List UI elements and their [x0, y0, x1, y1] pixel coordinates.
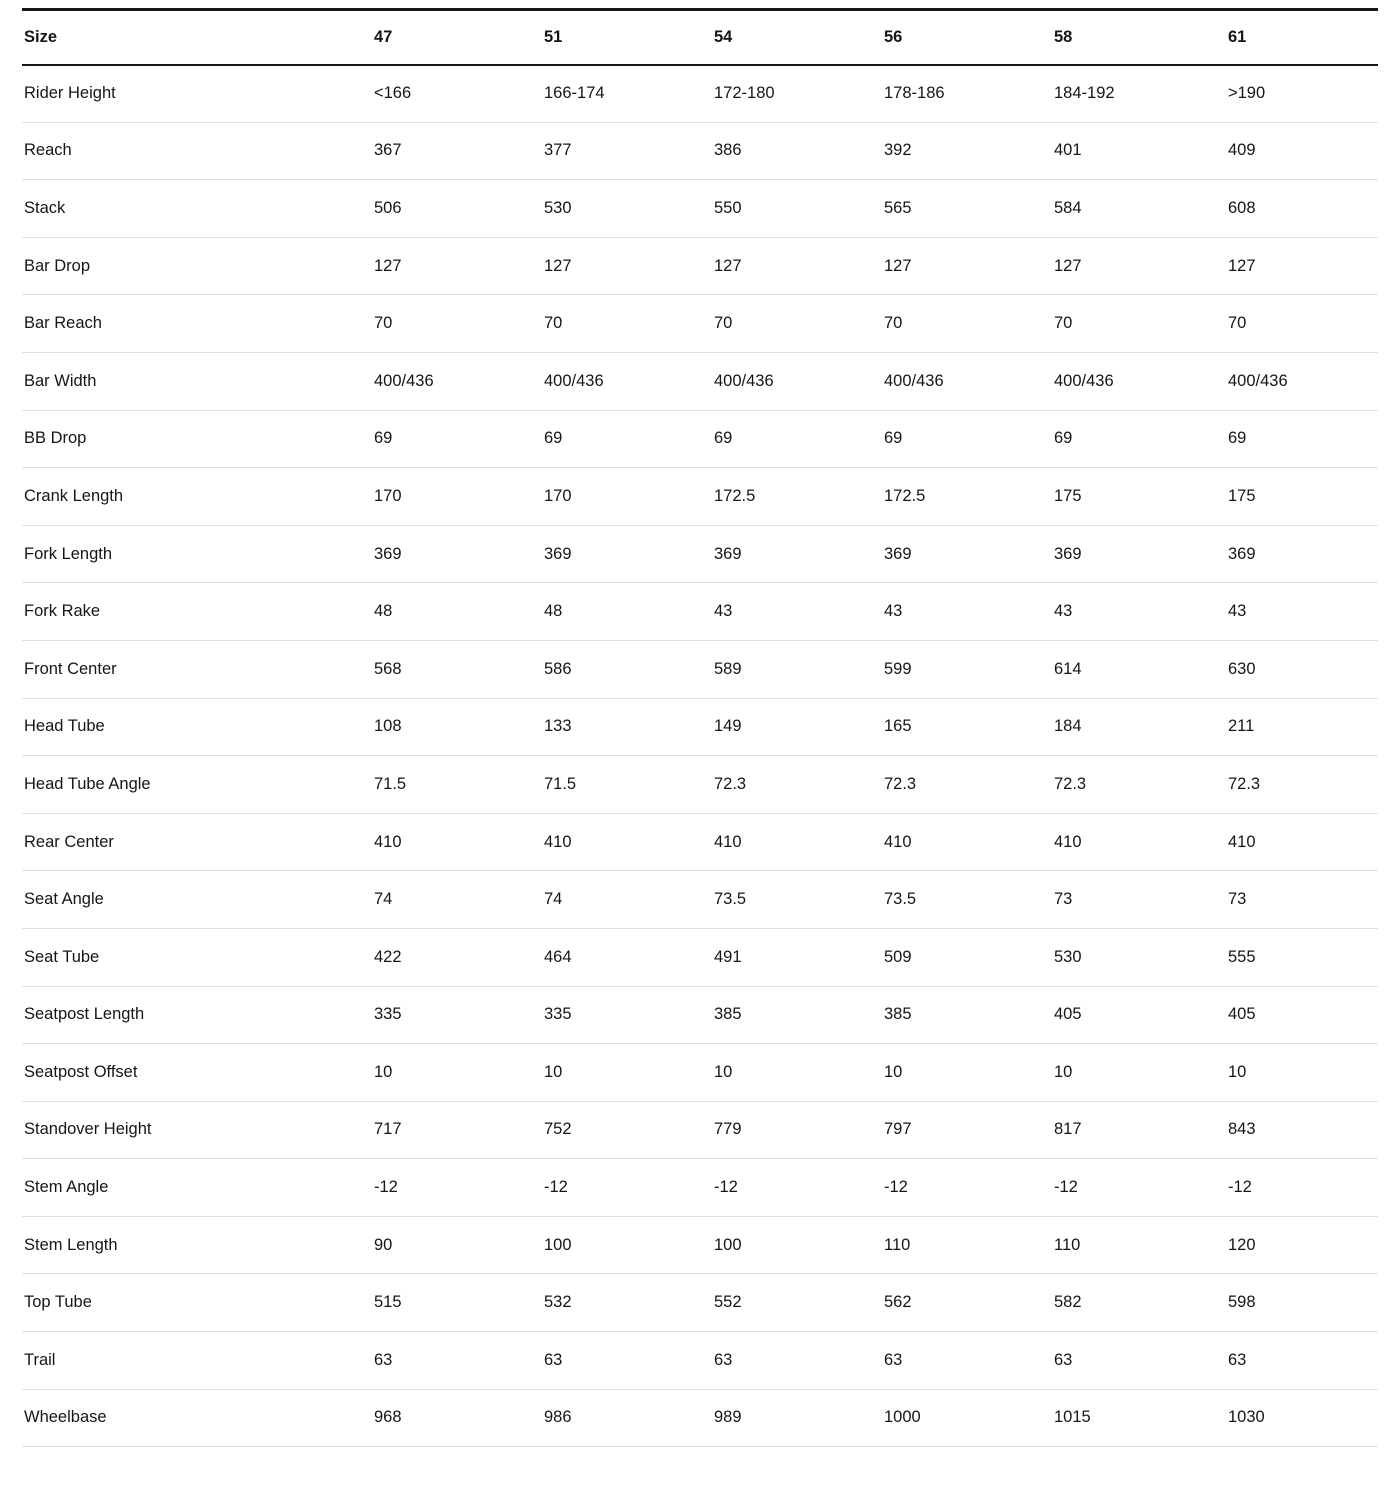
table-row	[22, 180, 1378, 238]
cell-value: 464	[542, 928, 712, 986]
cell-value: 70	[1052, 295, 1226, 353]
cell-value: 10	[712, 1044, 882, 1102]
cell-value: 69	[372, 410, 542, 468]
cell-value: 422	[372, 928, 542, 986]
cell-value: <166	[372, 65, 542, 123]
cell-value: 377	[542, 122, 712, 180]
cell-value: 120	[1226, 1216, 1378, 1274]
row-label: Seat Tube	[22, 928, 372, 986]
table-row	[22, 1274, 1378, 1332]
size-header-value: 51	[542, 10, 712, 65]
cell-value: 175	[1226, 468, 1378, 526]
cell-value: -12	[882, 1159, 1052, 1217]
cell-value: 175	[1052, 468, 1226, 526]
cell-value: 491	[712, 928, 882, 986]
cell-value: 70	[542, 295, 712, 353]
cell-value: 43	[882, 583, 1052, 641]
cell-value: 555	[1226, 928, 1378, 986]
cell-value: 10	[542, 1044, 712, 1102]
size-header-value: 61	[1226, 10, 1378, 65]
cell-value: 69	[542, 410, 712, 468]
cell-value: 184	[1052, 698, 1226, 756]
table-row	[22, 756, 1378, 814]
cell-value: 367	[372, 122, 542, 180]
cell-value: 400/436	[1226, 352, 1378, 410]
cell-value: 1030	[1226, 1389, 1378, 1447]
cell-value: 71.5	[372, 756, 542, 814]
cell-value: 630	[1226, 640, 1378, 698]
row-label: Seat Angle	[22, 871, 372, 929]
cell-value: 43	[1052, 583, 1226, 641]
cell-value: 72.3	[1052, 756, 1226, 814]
cell-value: 562	[882, 1274, 1052, 1332]
table-row	[22, 410, 1378, 468]
cell-value: 400/436	[1052, 352, 1226, 410]
cell-value: 608	[1226, 180, 1378, 238]
cell-value: 1000	[882, 1389, 1052, 1447]
table-row	[22, 1332, 1378, 1390]
cell-value: 385	[712, 986, 882, 1044]
cell-value: 506	[372, 180, 542, 238]
cell-value: 550	[712, 180, 882, 238]
cell-value: 817	[1052, 1101, 1226, 1159]
row-label: Head Tube Angle	[22, 756, 372, 814]
cell-value: 752	[542, 1101, 712, 1159]
cell-value: -12	[712, 1159, 882, 1217]
cell-value: 779	[712, 1101, 882, 1159]
cell-value: 10	[372, 1044, 542, 1102]
cell-value: 74	[542, 871, 712, 929]
cell-value: 127	[712, 237, 882, 295]
bike-geometry-table	[22, 8, 1378, 1447]
cell-value: 599	[882, 640, 1052, 698]
cell-value: 410	[372, 813, 542, 871]
cell-value: 410	[542, 813, 712, 871]
cell-value: 127	[372, 237, 542, 295]
cell-value: 73	[1226, 871, 1378, 929]
row-label: Bar Width	[22, 352, 372, 410]
row-label: Bar Drop	[22, 237, 372, 295]
cell-value: 63	[1226, 1332, 1378, 1390]
cell-value: 72.3	[882, 756, 1052, 814]
table-row	[22, 986, 1378, 1044]
cell-value: 843	[1226, 1101, 1378, 1159]
cell-value: 178-186	[882, 65, 1052, 123]
cell-value: 530	[1052, 928, 1226, 986]
cell-value: 530	[542, 180, 712, 238]
cell-value: 63	[712, 1332, 882, 1390]
cell-value: 127	[542, 237, 712, 295]
cell-value: 70	[372, 295, 542, 353]
table-row	[22, 1159, 1378, 1217]
cell-value: 10	[1052, 1044, 1226, 1102]
cell-value: 400/436	[882, 352, 1052, 410]
row-label: Bar Reach	[22, 295, 372, 353]
row-label: Stack	[22, 180, 372, 238]
table-row	[22, 583, 1378, 641]
cell-value: 73	[1052, 871, 1226, 929]
cell-value: 69	[1052, 410, 1226, 468]
cell-value: 72.3	[712, 756, 882, 814]
cell-value: 71.5	[542, 756, 712, 814]
cell-value: 108	[372, 698, 542, 756]
cell-value: 401	[1052, 122, 1226, 180]
cell-value: 369	[542, 525, 712, 583]
cell-value: 127	[1226, 237, 1378, 295]
row-label: Rear Center	[22, 813, 372, 871]
table-row	[22, 468, 1378, 526]
cell-value: 369	[1052, 525, 1226, 583]
row-label: BB Drop	[22, 410, 372, 468]
table-row	[22, 1101, 1378, 1159]
cell-value: -12	[372, 1159, 542, 1217]
cell-value: 48	[542, 583, 712, 641]
cell-value: 968	[372, 1389, 542, 1447]
cell-value: 100	[542, 1216, 712, 1274]
cell-value: 386	[712, 122, 882, 180]
row-label: Seatpost Length	[22, 986, 372, 1044]
cell-value: 797	[882, 1101, 1052, 1159]
cell-value: 69	[712, 410, 882, 468]
row-label: Fork Length	[22, 525, 372, 583]
cell-value: 369	[372, 525, 542, 583]
cell-value: 385	[882, 986, 1052, 1044]
table-row	[22, 1044, 1378, 1102]
row-label: Crank Length	[22, 468, 372, 526]
cell-value: 10	[882, 1044, 1052, 1102]
cell-value: 127	[1052, 237, 1226, 295]
cell-value: 598	[1226, 1274, 1378, 1332]
table-row	[22, 813, 1378, 871]
cell-value: 335	[542, 986, 712, 1044]
cell-value: 165	[882, 698, 1052, 756]
row-label: Top Tube	[22, 1274, 372, 1332]
table-row	[22, 525, 1378, 583]
table-header	[22, 10, 1378, 65]
size-header-value: 54	[712, 10, 882, 65]
cell-value: 405	[1226, 986, 1378, 1044]
table-row	[22, 1389, 1378, 1447]
cell-value: 1015	[1052, 1389, 1226, 1447]
cell-value: 400/436	[372, 352, 542, 410]
row-label: Trail	[22, 1332, 372, 1390]
cell-value: 74	[372, 871, 542, 929]
row-label: Seatpost Offset	[22, 1044, 372, 1102]
cell-value: 614	[1052, 640, 1226, 698]
cell-value: 989	[712, 1389, 882, 1447]
cell-value: 515	[372, 1274, 542, 1332]
cell-value: 369	[1226, 525, 1378, 583]
row-label: Stem Length	[22, 1216, 372, 1274]
cell-value: 509	[882, 928, 1052, 986]
cell-value: 170	[542, 468, 712, 526]
cell-value: 63	[1052, 1332, 1226, 1390]
cell-value: 70	[1226, 295, 1378, 353]
cell-value: 69	[882, 410, 1052, 468]
table-row	[22, 928, 1378, 986]
table-row	[22, 122, 1378, 180]
cell-value: -12	[1052, 1159, 1226, 1217]
cell-value: 70	[712, 295, 882, 353]
cell-value: 400/436	[712, 352, 882, 410]
cell-value: 172-180	[712, 65, 882, 123]
row-label: Head Tube	[22, 698, 372, 756]
table-body	[22, 65, 1378, 1447]
cell-value: 369	[882, 525, 1052, 583]
table-row	[22, 871, 1378, 929]
cell-value: 405	[1052, 986, 1226, 1044]
cell-value: 172.5	[712, 468, 882, 526]
cell-value: 10	[1226, 1044, 1378, 1102]
cell-value: 63	[542, 1332, 712, 1390]
cell-value: -12	[1226, 1159, 1378, 1217]
cell-value: 565	[882, 180, 1052, 238]
cell-value: 568	[372, 640, 542, 698]
cell-value: 172.5	[882, 468, 1052, 526]
row-label: Reach	[22, 122, 372, 180]
table-row	[22, 640, 1378, 698]
cell-value: 582	[1052, 1274, 1226, 1332]
cell-value: 335	[372, 986, 542, 1044]
cell-value: 133	[542, 698, 712, 756]
cell-value: 100	[712, 1216, 882, 1274]
cell-value: 63	[372, 1332, 542, 1390]
row-label: Fork Rake	[22, 583, 372, 641]
cell-value: 392	[882, 122, 1052, 180]
cell-value: 63	[882, 1332, 1052, 1390]
cell-value: 589	[712, 640, 882, 698]
cell-value: 410	[882, 813, 1052, 871]
table-row	[22, 1216, 1378, 1274]
cell-value: 69	[1226, 410, 1378, 468]
row-label: Wheelbase	[22, 1389, 372, 1447]
cell-value: 170	[372, 468, 542, 526]
cell-value: 166-174	[542, 65, 712, 123]
cell-value: 532	[542, 1274, 712, 1332]
cell-value: 72.3	[1226, 756, 1378, 814]
row-label: Stem Angle	[22, 1159, 372, 1217]
table-row	[22, 352, 1378, 410]
cell-value: 184-192	[1052, 65, 1226, 123]
cell-value: 552	[712, 1274, 882, 1332]
cell-value: 90	[372, 1216, 542, 1274]
cell-value: 127	[882, 237, 1052, 295]
cell-value: 410	[1226, 813, 1378, 871]
row-label: Front Center	[22, 640, 372, 698]
row-label: Standover Height	[22, 1101, 372, 1159]
cell-value: 43	[712, 583, 882, 641]
cell-value: 211	[1226, 698, 1378, 756]
cell-value: 410	[712, 813, 882, 871]
cell-value: 48	[372, 583, 542, 641]
row-label: Rider Height	[22, 65, 372, 123]
cell-value: 70	[882, 295, 1052, 353]
table-row	[22, 295, 1378, 353]
table-row	[22, 65, 1378, 123]
size-header-value: 56	[882, 10, 1052, 65]
size-header-value: 47	[372, 10, 542, 65]
cell-value: 410	[1052, 813, 1226, 871]
cell-value: 986	[542, 1389, 712, 1447]
cell-value: 43	[1226, 583, 1378, 641]
cell-value: 110	[1052, 1216, 1226, 1274]
cell-value: 717	[372, 1101, 542, 1159]
cell-value: -12	[542, 1159, 712, 1217]
cell-value: 149	[712, 698, 882, 756]
cell-value: 586	[542, 640, 712, 698]
cell-value: 110	[882, 1216, 1052, 1274]
size-header-label: Size	[22, 10, 372, 65]
cell-value: 73.5	[882, 871, 1052, 929]
cell-value: 73.5	[712, 871, 882, 929]
header-row	[22, 10, 1378, 65]
table-row	[22, 237, 1378, 295]
cell-value: >190	[1226, 65, 1378, 123]
cell-value: 584	[1052, 180, 1226, 238]
cell-value: 409	[1226, 122, 1378, 180]
table-row	[22, 698, 1378, 756]
cell-value: 400/436	[542, 352, 712, 410]
size-header-value: 58	[1052, 10, 1226, 65]
cell-value: 369	[712, 525, 882, 583]
